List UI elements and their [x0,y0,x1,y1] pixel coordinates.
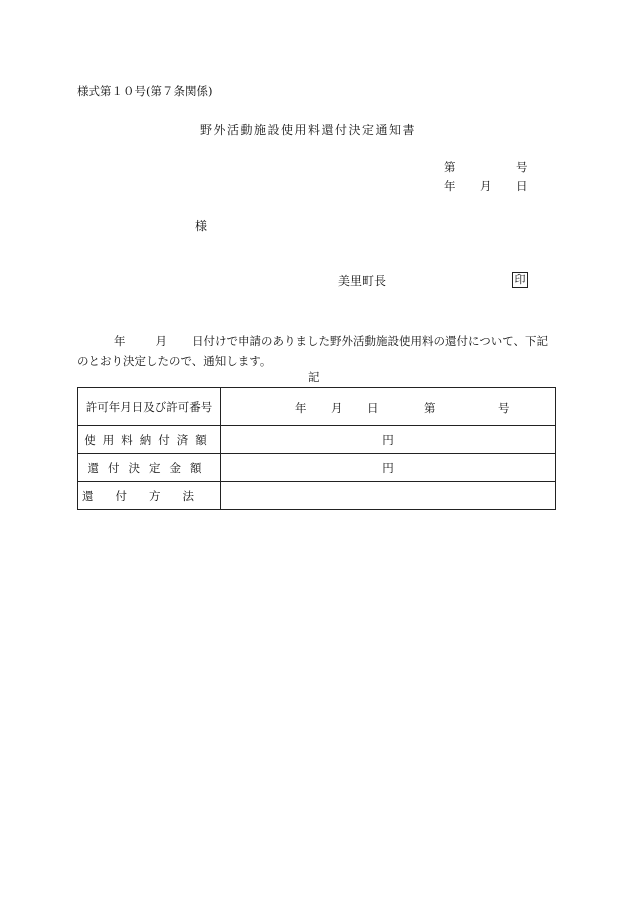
permit-number-suffix: 号 [498,401,510,415]
permit-value [221,388,556,426]
paid-value: 円 [221,426,556,454]
paid-label [78,426,221,454]
permit-number-prefix: 第 [424,401,436,415]
refund-value: 円 [221,454,556,482]
method-value [221,482,556,510]
doc-date-month: 月 [480,179,492,193]
ki-heading: 記 [308,370,320,384]
doc-number-suffix: 号 [516,160,528,174]
method-label-text: 還付方法 [82,488,216,503]
doc-date-day: 日 [516,179,528,193]
body-year: 年 [114,334,126,348]
form-number: 様式第１０号(第７条関係) [77,84,213,98]
table-row-refund [78,454,556,482]
doc-number-prefix: 第 [444,160,456,174]
method-label [78,482,221,510]
document-title: 野外活動施設使用料還付決定通知書 [200,123,417,137]
body-line1-rest: 日付けで申請のありました野外活動施設使用料の還付について、下記 [192,334,549,348]
refund-label-text: 還付決定金額 [87,460,211,475]
permit-month: 月 [331,401,343,415]
permit-label: 許可年月日及び許可番号 [78,388,221,426]
recipient-suffix: 様 [195,219,208,233]
refund-label [78,454,221,482]
paid-label-text: 使用料納付済額 [84,432,214,447]
permit-day: 日 [367,401,379,415]
permit-year: 年 [295,401,307,415]
seal-mark: 印 [512,272,528,288]
table-row-method [78,482,556,510]
table-row-permit [78,388,556,426]
doc-date-year: 年 [444,179,456,193]
notice-body [77,331,553,371]
notice-body-line1 [77,331,553,351]
table-row-paid [78,426,556,454]
issuer-name: 美里町長 [338,274,387,288]
body-month: 月 [155,334,167,348]
detail-table [77,387,556,510]
notice-body-line2: のとおり決定したので、通知します。 [77,354,272,368]
